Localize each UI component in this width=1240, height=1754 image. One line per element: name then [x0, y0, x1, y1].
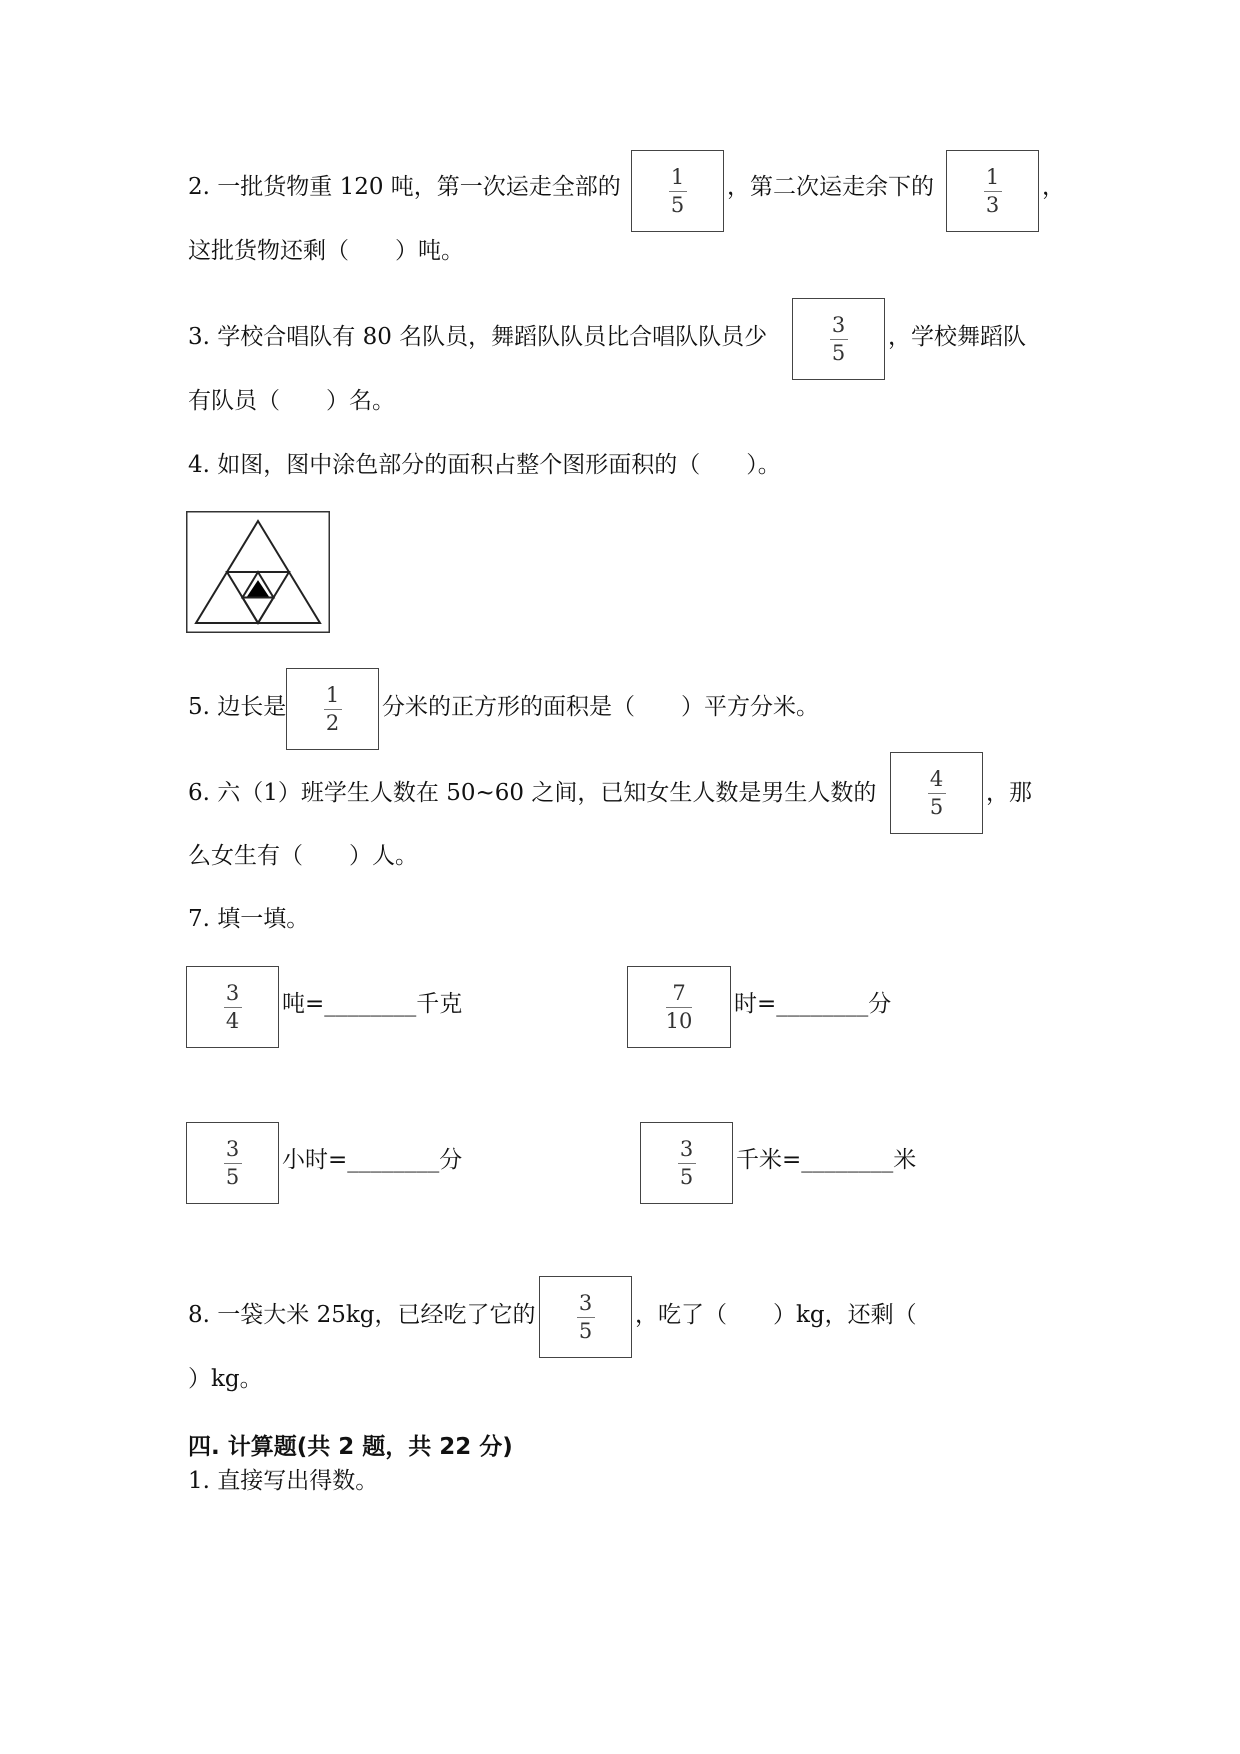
fraction-numerator: 4 — [929, 767, 944, 791]
q7-item2-fraction-box — [627, 966, 731, 1048]
fraction-denominator: 3 — [985, 193, 1000, 217]
fraction-numerator: 3 — [225, 981, 240, 1005]
q2-fraction-1 — [632, 166, 723, 216]
q2-line1-mid: ，第二次运走余下的 — [727, 174, 934, 200]
q7-item4-fraction-box — [640, 1122, 733, 1204]
section-4-heading: 四. 计算题(共 2 题，共 22 分) — [188, 1434, 513, 1460]
fraction-bar — [928, 793, 946, 794]
q3-line1-pre: 3. 学校合唱队有 80 名队员，舞蹈队队员比合唱队队员少 — [188, 324, 768, 350]
q8-fraction — [540, 1292, 631, 1342]
q3-line1-post: ，学校舞蹈队 — [888, 324, 1026, 350]
q7-title: 7. 填一填。 — [188, 906, 310, 932]
q3-fraction — [793, 314, 884, 364]
section-4-q1: 1. 直接写出得数。 — [188, 1468, 379, 1494]
q7-item1-fraction — [187, 982, 278, 1032]
q7-item4-text: 千米=________米 — [736, 1147, 917, 1173]
q5-line-pre: 5. 边长是 — [188, 694, 287, 720]
q8-line1-post: ，吃了（ ）kg，还剩（ — [635, 1302, 917, 1328]
q2-fraction-box-2 — [946, 150, 1039, 232]
q8-fraction-box — [539, 1276, 632, 1358]
fraction-denominator: 5 — [670, 193, 685, 217]
q2-line1-pre: 2. 一批货物重 120 吨，第一次运走全部的 — [188, 174, 621, 200]
fraction-numerator: 3 — [831, 313, 846, 337]
q7-item3-fraction — [187, 1138, 278, 1188]
q7-item1-fraction-box — [186, 966, 279, 1048]
q3-fraction-box — [792, 298, 885, 380]
fraction-denominator: 5 — [225, 1165, 240, 1189]
fraction-numerator: 3 — [679, 1137, 694, 1161]
q7-item3-text: 小时=________分 — [282, 1147, 463, 1173]
q7-item3-fraction-box — [186, 1122, 279, 1204]
fraction-bar — [224, 1163, 242, 1164]
q2-fraction-2 — [947, 166, 1038, 216]
fraction-numerator: 1 — [325, 683, 340, 707]
fraction-bar — [678, 1163, 696, 1164]
q2-line2: 这批货物还剩（ ）吨。 — [188, 238, 464, 264]
q7-item2-text: 时=________分 — [734, 991, 892, 1017]
q6-fraction-box — [890, 752, 983, 834]
q7-item1-text: 吨=________千克 — [282, 991, 463, 1017]
fraction-denominator: 5 — [679, 1165, 694, 1189]
fraction-numerator: 3 — [225, 1137, 240, 1161]
q6-line1-pre: 6. 六（1）班学生人数在 50~60 之间，已知女生人数是男生人数的 — [188, 780, 877, 806]
q7-item4-fraction — [641, 1138, 732, 1188]
fraction-denominator: 10 — [665, 1009, 693, 1033]
fraction-denominator: 5 — [929, 795, 944, 819]
q5-fraction-box — [286, 668, 379, 750]
q4-text: 4. 如图，图中涂色部分的面积占整个图形面积的（ ）。 — [188, 452, 781, 478]
fraction-denominator: 4 — [225, 1009, 240, 1033]
fraction-bar — [984, 191, 1002, 192]
q6-line1-post: ，那 — [986, 780, 1032, 806]
fraction-numerator: 7 — [672, 981, 686, 1005]
q8-line2: ）kg。 — [188, 1366, 263, 1392]
q4-triangle-figure — [186, 511, 330, 633]
q6-line2: 么女生有（ ）人。 — [188, 843, 418, 869]
fraction-bar — [666, 1007, 692, 1008]
q5-fraction — [287, 684, 378, 734]
q3-line2: 有队员（ ）名。 — [188, 388, 395, 414]
q2-fraction-box-1 — [631, 150, 724, 232]
fraction-numerator: 1 — [670, 165, 685, 189]
fraction-bar — [830, 339, 848, 340]
q2-line1-post: ， — [1042, 174, 1065, 200]
fraction-numerator: 1 — [985, 165, 1000, 189]
q5-line-post: 分米的正方形的面积是（ ）平方分米。 — [382, 694, 819, 720]
q8-line1-pre: 8. 一袋大米 25kg，已经吃了它的 — [188, 1302, 536, 1328]
fraction-bar — [577, 1317, 595, 1318]
fraction-bar — [224, 1007, 242, 1008]
q6-fraction — [891, 768, 982, 818]
fraction-numerator: 3 — [578, 1291, 593, 1315]
fraction-bar — [324, 709, 342, 710]
fraction-denominator: 5 — [831, 341, 846, 365]
fraction-denominator: 2 — [325, 711, 340, 735]
q7-item2-fraction — [628, 982, 730, 1032]
fraction-bar — [669, 191, 687, 192]
fraction-denominator: 5 — [578, 1319, 593, 1343]
